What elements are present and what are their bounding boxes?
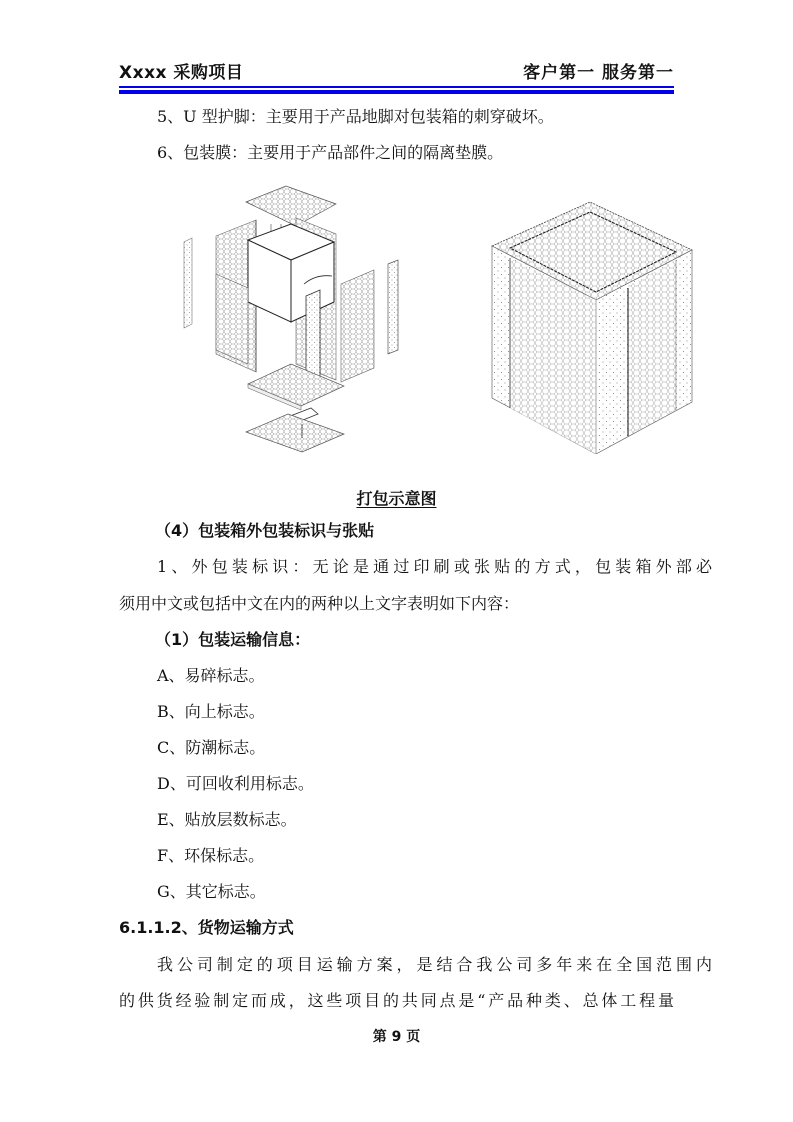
- intro-item-wrap-film: 6、包装膜：主要用于产品部件之间的隔离垫膜。: [157, 143, 504, 162]
- paragraph-outer-marking-line2: 须用中文或包括中文在内的两种以上文字表明如下内容：: [119, 594, 520, 613]
- header-project-title: Xxxx 采购项目: [119, 63, 244, 83]
- mark-item-fragile: A、易碎标志。: [157, 666, 265, 685]
- paragraph-transport-line2: 的供货经验制定而成，这些项目的共同点是“产品种类、总体工程量: [119, 991, 674, 1010]
- header-slogan: 客户第一 服务第一: [523, 63, 674, 83]
- exploded-packaging-diagram: [176, 184, 416, 454]
- paragraph-outer-marking-line1: 1、外包装标识：无论是通过印刷或张贴的方式，包装箱外部必: [157, 557, 712, 576]
- figure-caption-text: 打包示意图: [356, 489, 437, 508]
- section-heading-transport-method: 6.1.1.2、货物运输方式: [119, 918, 294, 937]
- mark-item-stack-layers: E、贴放层数标志。: [157, 810, 297, 829]
- assembled-packaging-box-diagram: [486, 196, 698, 454]
- mark-item-other: G、其它标志。: [157, 882, 266, 901]
- subheading-transport-info: （1）包装运输信息：: [155, 630, 311, 649]
- paragraph-transport-line1: 我公司制定的项目运输方案，是结合我公司多年来在全国范围内: [157, 955, 712, 974]
- section-heading-outer-marking: （4）包装箱外包装标识与张贴: [155, 521, 375, 540]
- mark-item-moisture-proof: C、防潮标志。: [157, 738, 266, 757]
- mark-item-recyclable: D、可回收利用标志。: [157, 774, 314, 793]
- header-rule-thick: [119, 90, 674, 94]
- figure-caption: [0, 486, 793, 509]
- page-number: 第 9 页: [372, 1029, 421, 1045]
- header-rule-thin: [119, 86, 674, 88]
- mark-item-eco: F、环保标志。: [157, 846, 265, 865]
- mark-item-this-side-up: B、向上标志。: [157, 702, 265, 721]
- intro-item-u-guard: 5、U 型护脚：主要用于产品地脚对包装箱的刺穿破坏。: [157, 107, 554, 126]
